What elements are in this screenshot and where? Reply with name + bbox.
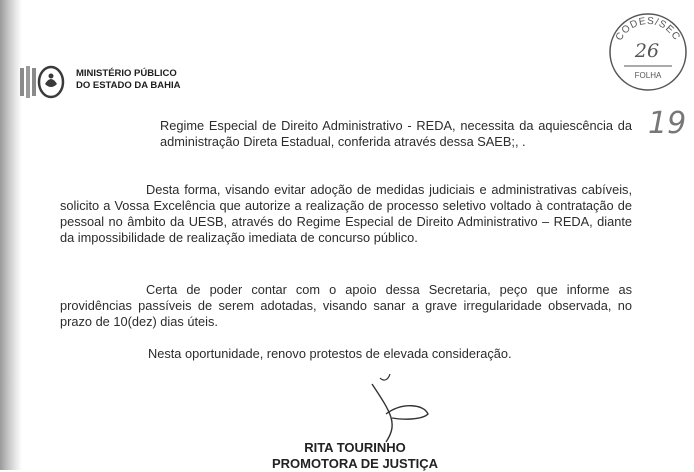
paragraph-1: Regime Especial de Direito Administrativo - REDA, necessita da aquiescência da administração Direta Estadual, conferida através dessa SAEB;, . [160,118,632,149]
signatory-name: RITA TOURINHO [304,440,406,455]
org-line-2: DO ESTADO DA BAHIA [76,80,181,91]
signatory-title: PROMOTORA DE JUSTIÇA [271,456,439,471]
svg-text:CODES/SEC [614,16,682,43]
paragraph-2: Desta forma, visando evitar adoção de medidas judiciais e administrativas cabíveis, solicito a Vossa Excelência que autorize a realização de processo seletivo voltado à contratação de pessoal no âmbito da UESB, através do Regime Especial de Direito Administrativo – REDA, diante da impossibilidade de realização imediata de concurso público. [60,182,632,245]
stamp-number: 26 [634,40,660,62]
page-number: 19 [648,106,687,141]
org-line-1: MINISTÉRIO PÚBLICO [76,68,177,79]
handwritten-signature [362,374,442,444]
stamp-top-text: CODES/SEC [613,15,683,43]
stamp-label: FOLHA [634,71,662,80]
organization-name [76,68,181,92]
paragraph-3: Certa de poder contar com o apoio dessa Secretaria, peço que informe as providências passíveis de serem adotadas, visando sanar a grave irregularidade observada, no prazo de 10(dez) dias úteis. [60,282,632,329]
mp-bahia-logo-icon [18,62,66,102]
paragraph-4: Nesta oportunidade, renovo protestos de elevada consideração. [148,346,512,361]
